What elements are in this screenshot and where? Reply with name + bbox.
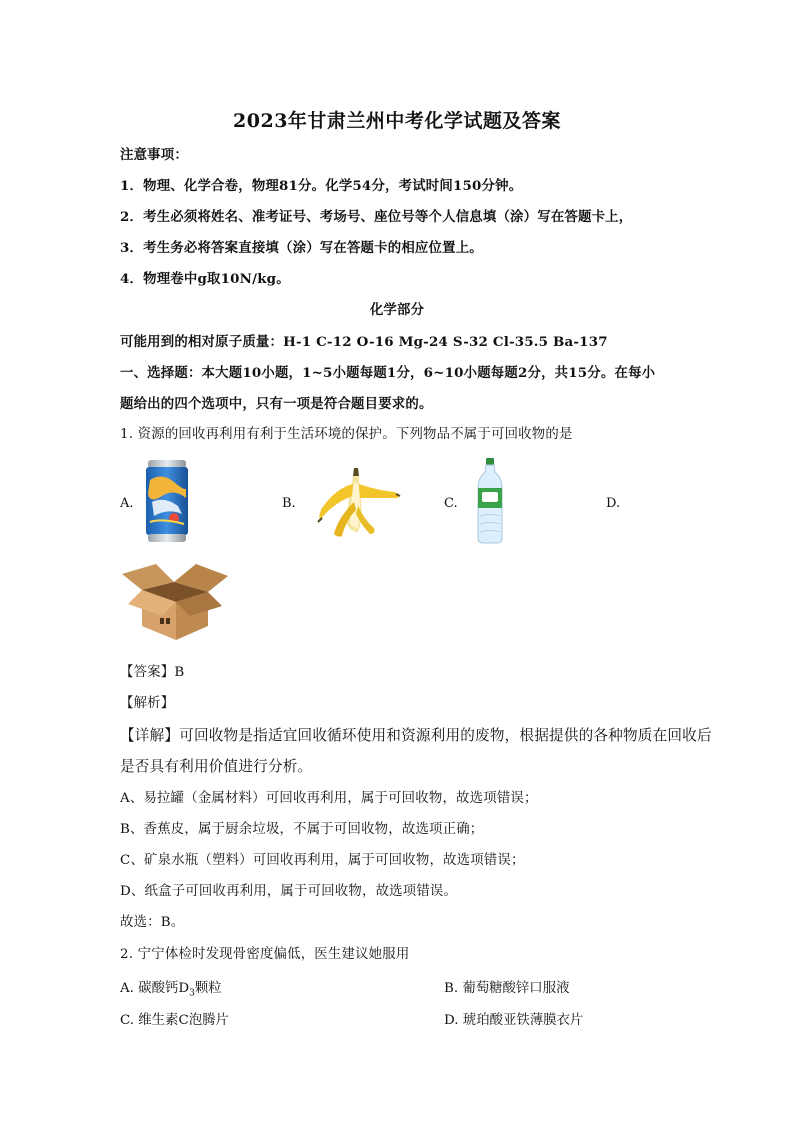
notes-heading: 注意事项： — [120, 147, 188, 163]
q1-reason-b: B、香蕉皮，属于厨余垃圾，不属于可回收物，故选项正确； — [120, 822, 484, 837]
note-item-2: 2．考生必须将姓名、准考证号、考场号、座位号等个人信息填（涂）写在答题卡上， — [120, 209, 633, 225]
q2-option-a — [120, 977, 222, 999]
q1-detail-line1: 【详解】可回收物是指适宜回收循环使用和资源利用的废物，根据提供的各种物质在回收后 — [120, 727, 712, 744]
atomic-masses: 可能用到的相对原子质量：H-1 C-12 O-16 Mg-24 S-32 Cl-35.5 Ba-137 — [120, 334, 608, 350]
note-item-3: 3．考生务必将答案直接填（涂）写在答题卡的相应位置上。 — [120, 240, 483, 256]
q1-stem: 1. 资源的回收再利用有利于生活环境的保护。下列物品不属于可回收物的是 — [120, 427, 573, 442]
part1-instructions-line2: 题给出的四个选项中，只有一项是符合题目要求的。 — [120, 396, 433, 412]
cardboard-box-image — [120, 560, 230, 642]
q1-reason-d: D、纸盒子可回收再利用，属于可回收物，故选项错误。 — [120, 884, 458, 899]
note-item-1: 1．物理、化学合卷，物理81分。化学54分，考试时间150分钟。 — [120, 178, 523, 194]
q1-option-a-label: A. — [120, 496, 134, 511]
q1-reason-c: C、矿泉水瓶（塑料）可回收再利用，属于可回收物，故选项错误； — [120, 853, 525, 868]
water-bottle-image — [476, 458, 504, 544]
part1-instructions-line1: 一、选择题：本大题10小题，1~5小题每题1分，6~10小题每题2分，共15分。在每小 — [120, 365, 656, 381]
section-title: 化学部分 — [369, 302, 425, 318]
q2-option-a-suffix: 颗粒 — [194, 981, 222, 996]
q2-option-c: C. 维生素C泡腾片 — [120, 1013, 229, 1028]
q2-option-d: D. 琥珀酸亚铁薄膜衣片 — [444, 1013, 584, 1028]
q2-stem: 2. 宁宁体检时发现骨密度偏低，医生建议她服用 — [120, 947, 410, 962]
q1-option-c-label: C. — [444, 496, 458, 511]
soda-can-image — [144, 458, 190, 544]
note-item-4: 4．物理卷中g取10N/kg。 — [120, 271, 290, 287]
banana-peel-image — [310, 462, 402, 542]
q1-detail-line2: 是否具有利用价值进行分析。 — [120, 758, 313, 775]
q2-option-a-text: A. 碳酸钙D — [120, 981, 190, 996]
q1-reason-a: A、易拉罐（金属材料）可回收再利用，属于可回收物，故选项错误； — [120, 791, 538, 806]
q1-option-d-label: D. — [606, 496, 621, 511]
q1-conclusion: 故选：B。 — [120, 915, 185, 930]
q1-option-b-label: B. — [282, 496, 296, 511]
q1-analysis-heading: 【解析】 — [120, 696, 175, 711]
q2-option-a-subscript: 3 — [189, 988, 195, 999]
page-title: 2023年甘肃兰州中考化学试题及答案 — [233, 110, 561, 132]
q2-option-b: B. 葡萄糖酸锌口服液 — [444, 981, 570, 996]
q1-answer: 【答案】B — [120, 665, 185, 680]
